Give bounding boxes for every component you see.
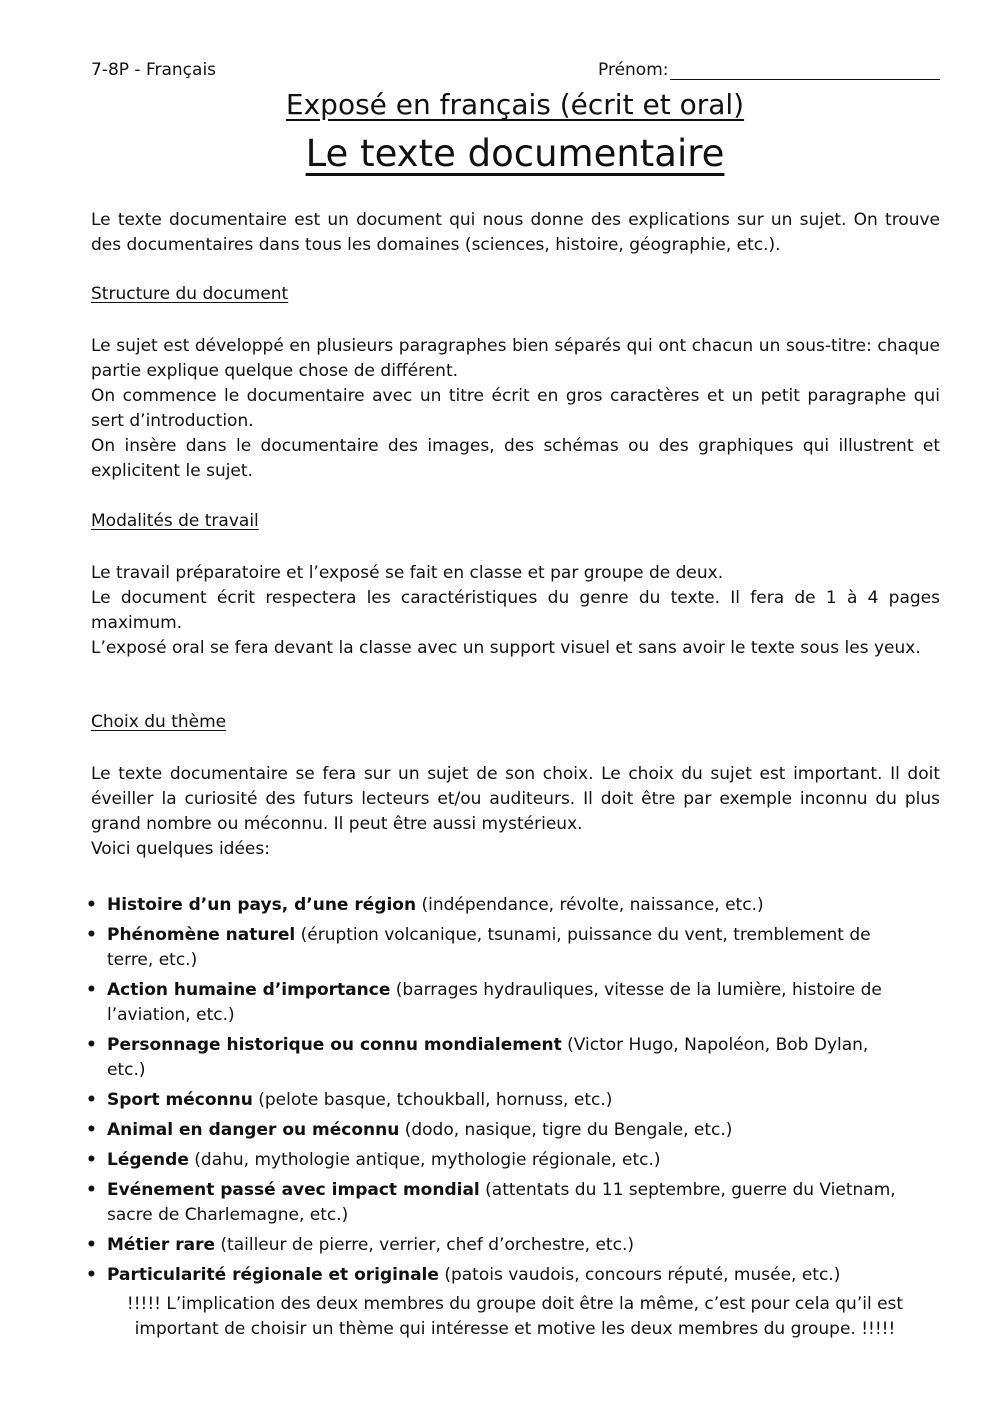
idea-detail: (pelote basque, tchoukball, hornuss, etc.): [252, 1090, 613, 1110]
bullet-icon: •: [86, 980, 97, 1000]
page-title: Le texte documentaire: [305, 132, 725, 175]
list-item: [80, 1178, 910, 1228]
section-heading-choix: Choix du thème: [91, 712, 227, 732]
idea-title: Phénomène naturel: [107, 925, 296, 945]
intro-text: Le texte documentaire est un document qui nous donne des explications sur un sujet. On trouve des documentaires dans tous les domaines (sciences, histoire, géographie, etc.).: [91, 210, 940, 255]
list-item: [80, 1233, 910, 1258]
section-heading-modalites: Modalités de travail: [91, 511, 259, 531]
bullet-icon: •: [86, 1265, 97, 1285]
idea-title: Métier rare: [107, 1235, 216, 1255]
closing-note: !!!!! L’implication des deux membres du groupe doit être la même, c’est pour cela qu’il est important de choisir un thème qui intéresse et motive les deux membres du groupe. !!!!!: [126, 1294, 904, 1339]
name-field: [598, 60, 940, 80]
idea-title: Particularité régionale et originale: [107, 1265, 439, 1285]
idea-detail: (éruption volcanique, tsunami, puissance du vent, tremblement de terre, etc.): [107, 925, 871, 970]
list-item: [80, 978, 910, 1028]
idea-detail: (attentats du 11 septembre, guerre du Vietnam, sacre de Charlemagne, etc.): [107, 1180, 896, 1225]
idea-title: Histoire d’un pays, d’une région: [107, 895, 417, 915]
idea-detail: (barrages hydrauliques, vitesse de la lumière, histoire de l’aviation, etc.): [107, 980, 882, 1025]
idea-title: Action humaine d’importance: [107, 980, 391, 1000]
list-item: [80, 1148, 910, 1173]
list-item: [80, 923, 910, 973]
idea-title: Sport méconnu: [107, 1090, 253, 1110]
paragraph: Le travail préparatoire et l’exposé se fait en classe et par groupe de deux.: [91, 563, 724, 583]
list-item: [80, 1263, 910, 1288]
paragraph: L’exposé oral se fera devant la classe avec un support visuel et sans avoir le texte sous les yeux.: [91, 638, 921, 658]
ideas-list: [80, 893, 910, 1293]
idea-detail: (indépendance, révolte, naissance, etc.): [416, 895, 764, 915]
idea-detail: (dahu, mythologie antique, mythologie régionale, etc.): [188, 1150, 661, 1170]
bullet-icon: •: [86, 895, 97, 915]
bullet-icon: •: [86, 1180, 97, 1200]
paragraph: Voici quelques idées:: [91, 839, 270, 859]
list-item: [80, 1088, 910, 1113]
name-label: Prénom:: [598, 60, 669, 80]
idea-detail: (dodo, nasique, tigre du Bengale, etc.): [399, 1120, 733, 1140]
bullet-icon: •: [86, 1090, 97, 1110]
paragraph: Le document écrit respectera les caractéristiques du genre du texte. Il fera de 1 à 4 pages maximum.: [91, 588, 940, 633]
bullet-icon: •: [86, 1235, 97, 1255]
list-item: [80, 893, 910, 918]
idea-title: Légende: [107, 1150, 189, 1170]
paragraph: Le sujet est développé en plusieurs paragraphes bien séparés qui ont chacun un sous-titre: chaque partie explique quelque chose de différent.: [91, 336, 940, 381]
section-heading-structure: Structure du document: [91, 284, 289, 304]
section-modalites: [91, 561, 940, 661]
paragraph: Le texte documentaire se fera sur un sujet de son choix. Le choix du sujet est important. Il doit éveiller la curiosité des futurs lecteurs et/ou auditeurs. Il doit être par exemple inconnu du plus grand nombre ou méconnu. Il peut être aussi mystérieux.: [91, 764, 940, 834]
bullet-icon: •: [86, 925, 97, 945]
course-label: 7-8P - Français: [91, 60, 217, 80]
section-choix: [91, 762, 940, 862]
list-item: [80, 1033, 910, 1083]
idea-title: Personnage historique ou connu mondialement: [107, 1035, 562, 1055]
bullet-icon: •: [86, 1035, 97, 1055]
section-structure: [91, 334, 940, 484]
header-row: [91, 60, 940, 84]
paragraph: On insère dans le documentaire des images, des schémas ou des graphiques qui illustrent et explicitent le sujet.: [91, 436, 940, 481]
page-subtitle: Exposé en français (écrit et oral): [285, 88, 745, 121]
idea-detail: (patois vaudois, concours réputé, musée, etc.): [438, 1265, 841, 1285]
intro-paragraph: [91, 208, 940, 258]
name-blank-line: [670, 61, 940, 80]
bullet-icon: •: [86, 1150, 97, 1170]
bullet-icon: •: [86, 1120, 97, 1140]
idea-detail: (tailleur de pierre, verrier, chef d’orchestre, etc.): [215, 1235, 634, 1255]
paragraph: On commence le documentaire avec un titre écrit en gros caractères et un petit paragraphe qui sert d’introduction.: [91, 386, 940, 431]
idea-detail: (Victor Hugo, Napoléon, Bob Dylan, etc.): [107, 1035, 869, 1080]
idea-title: Evénement passé avec impact mondial: [107, 1180, 480, 1200]
idea-title: Animal en danger ou méconnu: [107, 1120, 400, 1140]
list-item: [80, 1118, 910, 1143]
